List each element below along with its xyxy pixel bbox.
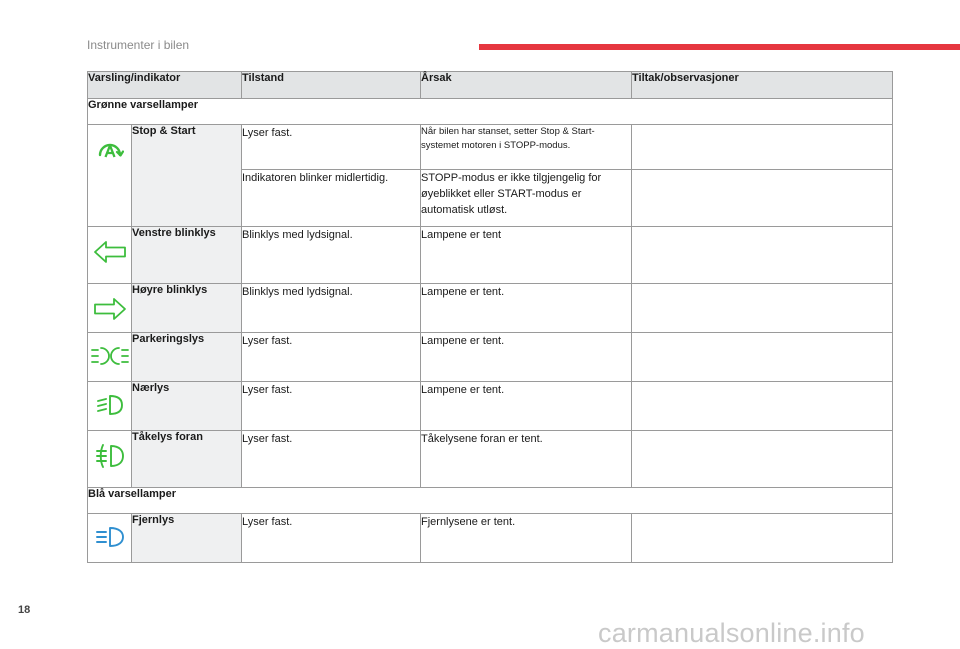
indicator-table bbox=[87, 71, 893, 563]
table-row bbox=[88, 284, 893, 333]
high-beam-icon bbox=[95, 526, 125, 548]
icon-cell bbox=[88, 125, 132, 227]
state-text: Lyser fast. bbox=[242, 431, 421, 488]
cause-text: STOPP-modus er ikke tilgjengelig for øyeblikket eller START-modus er automatisk utløst. bbox=[421, 170, 632, 227]
table-row bbox=[88, 514, 893, 563]
low-beam-icon bbox=[96, 394, 124, 416]
front-fog-light-icon bbox=[95, 443, 125, 469]
column-header-indicator: Varsling/indikator bbox=[88, 72, 242, 99]
state-text: Blinklys med lydsignal. bbox=[242, 284, 421, 333]
right-turn-arrow-icon bbox=[93, 296, 127, 322]
cause-text: Når bilen har stanset, setter Stop & Start-systemet motoren i STOPP-modus. bbox=[421, 125, 632, 170]
cause-text: Lampene er tent. bbox=[421, 333, 632, 382]
action-text bbox=[632, 170, 893, 227]
cause-text: Lampene er tent. bbox=[421, 284, 632, 333]
column-header-cause: Årsak bbox=[421, 72, 632, 99]
indicator-name: Stop & Start bbox=[132, 125, 242, 227]
state-text: Lyser fast. bbox=[242, 333, 421, 382]
icon-cell bbox=[88, 514, 132, 563]
indicator-name: Venstre blinklys bbox=[132, 227, 242, 284]
column-header-action: Tiltak/observasjoner bbox=[632, 72, 893, 99]
action-text bbox=[632, 431, 893, 488]
indicator-name: Fjernlys bbox=[132, 514, 242, 563]
stop-start-icon bbox=[96, 137, 124, 165]
action-text bbox=[632, 382, 893, 431]
parking-lights-icon bbox=[91, 345, 129, 367]
cause-text: Tåkelysene foran er tent. bbox=[421, 431, 632, 488]
indicator-name: Nærlys bbox=[132, 382, 242, 431]
icon-cell bbox=[88, 382, 132, 431]
state-text: Indikatoren blinker midlertidig. bbox=[242, 170, 421, 227]
page-header-title: Instrumenter i bilen bbox=[87, 38, 190, 52]
icon-cell bbox=[88, 431, 132, 488]
action-text bbox=[632, 514, 893, 563]
table-row bbox=[88, 333, 893, 382]
section-row-blue bbox=[88, 488, 893, 514]
section-title-green: Grønne varsellamper bbox=[88, 99, 893, 125]
cause-text: Lampene er tent. bbox=[421, 382, 632, 431]
column-header-state: Tilstand bbox=[242, 72, 421, 99]
icon-cell bbox=[88, 227, 132, 284]
table-row bbox=[88, 382, 893, 431]
icon-cell bbox=[88, 284, 132, 333]
page-number: 18 bbox=[18, 604, 31, 616]
icon-cell bbox=[88, 333, 132, 382]
action-text bbox=[632, 125, 893, 170]
cause-text: Fjernlysene er tent. bbox=[421, 514, 632, 563]
header-accent-bar bbox=[479, 44, 960, 50]
state-text: Lyser fast. bbox=[242, 125, 421, 170]
left-turn-arrow-icon bbox=[93, 239, 127, 265]
action-text bbox=[632, 333, 893, 382]
table-row bbox=[88, 227, 893, 284]
table-row bbox=[88, 125, 893, 170]
state-text: Lyser fast. bbox=[242, 514, 421, 563]
indicator-name: Parkeringslys bbox=[132, 333, 242, 382]
section-row-green bbox=[88, 99, 893, 125]
indicator-name: Tåkelys foran bbox=[132, 431, 242, 488]
indicator-name: Høyre blinklys bbox=[132, 284, 242, 333]
watermark-text: carmanualsonline.info bbox=[598, 618, 865, 648]
cause-text: Lampene er tent bbox=[421, 227, 632, 284]
table-row bbox=[88, 431, 893, 488]
state-text: Blinklys med lydsignal. bbox=[242, 227, 421, 284]
action-text bbox=[632, 227, 893, 284]
state-text: Lyser fast. bbox=[242, 382, 421, 431]
table-header-row bbox=[88, 72, 893, 99]
section-title-blue: Blå varsellamper bbox=[88, 488, 893, 514]
action-text bbox=[632, 284, 893, 333]
